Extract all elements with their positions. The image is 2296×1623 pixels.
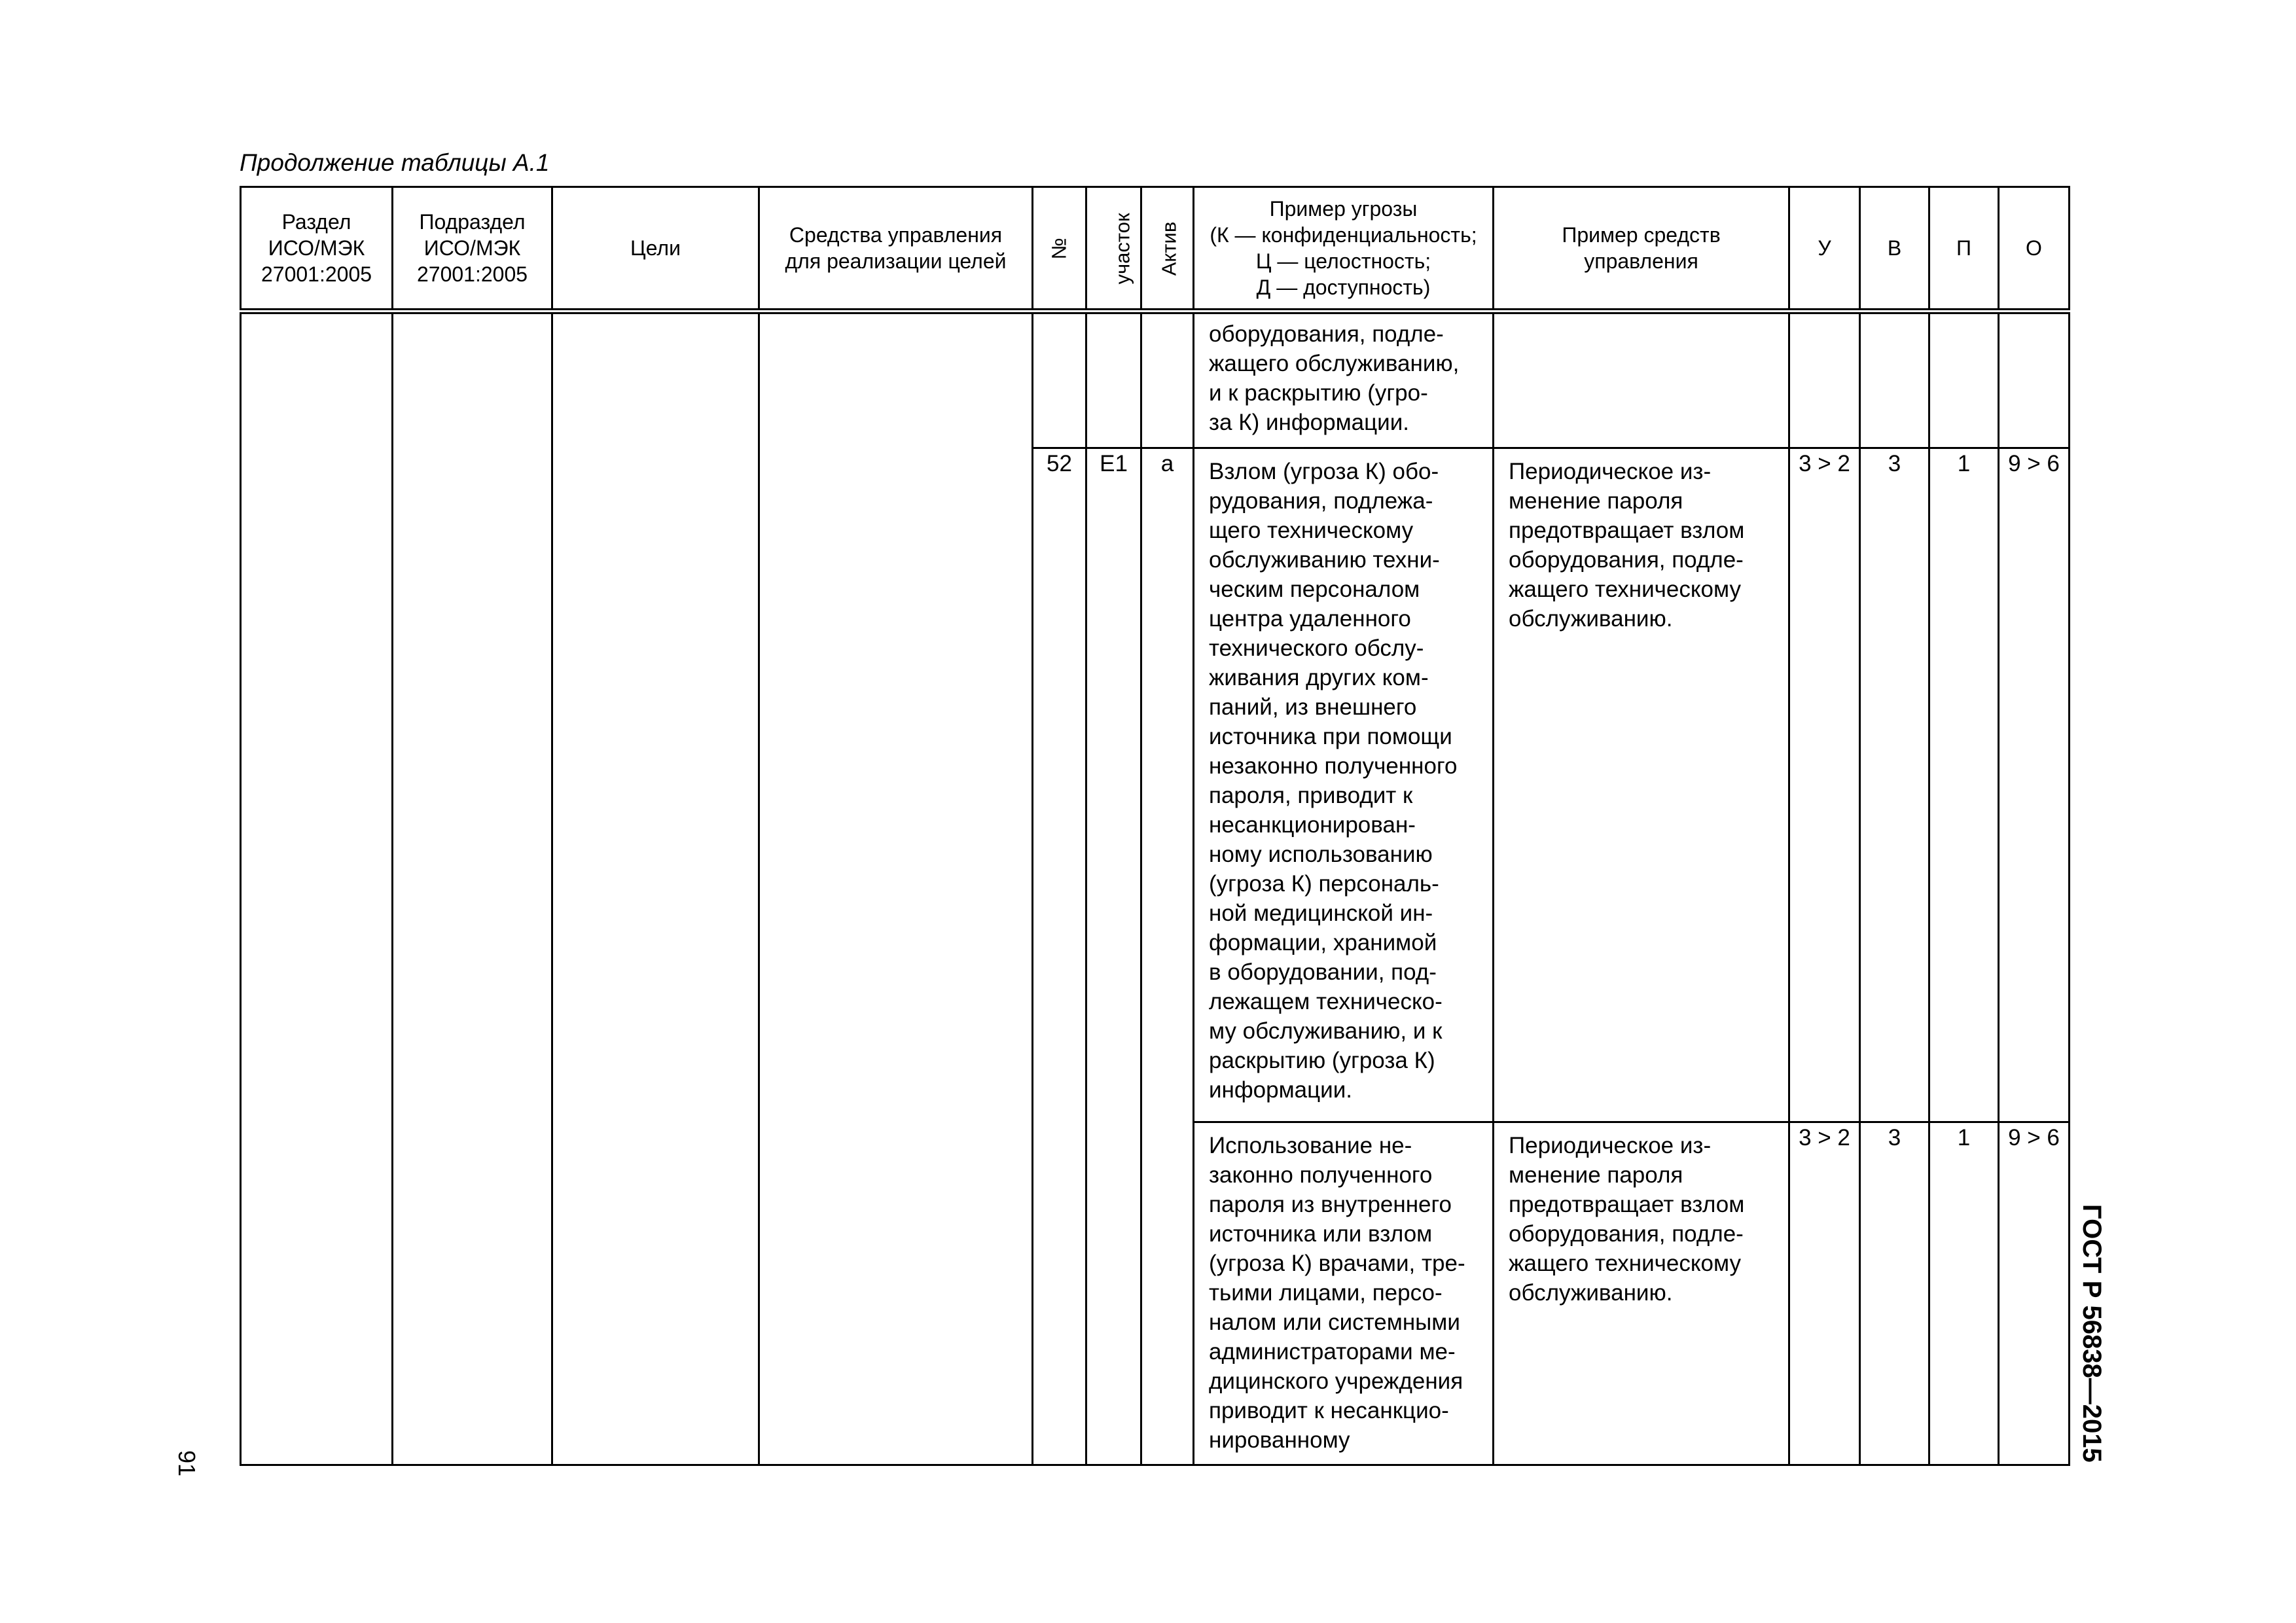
cell-v [1860, 312, 1929, 448]
cell-aktiv: а [1141, 448, 1194, 1465]
header-p: П [1929, 187, 1999, 312]
cell-uchastok: Е1 [1086, 448, 1141, 1465]
cell-uchastok [1086, 312, 1141, 448]
cell-num [1033, 312, 1086, 448]
cell-razdel [241, 312, 393, 1465]
controls-table [240, 186, 2070, 1466]
page-number: 91 [173, 1450, 200, 1477]
table-row [241, 312, 2070, 448]
cell-podrazdel [393, 312, 552, 1465]
cell-control: Периодическое из- менение пароля предотвращает взлом оборудования, подле- жащего техническому обслуживанию. [1494, 1122, 1789, 1465]
header-primer-sredstv: Пример средств управления [1494, 187, 1789, 312]
cell-o: 9 > 6 [1999, 1122, 2070, 1465]
cell-p: 1 [1929, 448, 1999, 1122]
header-o: О [1999, 187, 2070, 312]
header-razdel: Раздел ИСО/МЭК 27001:2005 [241, 187, 393, 312]
cell-o: 9 > 6 [1999, 448, 2070, 1122]
cell-o [1999, 312, 2070, 448]
cell-threat: Использование не- законно полученного пароля из внутреннего источника или взлом (угроза К) врачами, тре- тьими лицами, персо- налом или системными администраторами ме- дицинского учреждения приводит к несанкцио- нированному [1194, 1122, 1494, 1465]
header-aktiv: Актив [1141, 187, 1194, 312]
header-uchastok: участок [1086, 187, 1141, 312]
header-u: У [1789, 187, 1860, 312]
cell-u: 3 > 2 [1789, 448, 1860, 1122]
cell-sredstva [759, 312, 1033, 1465]
cell-threat: Взлом (угроза К) обо- рудования, подлежа- щего техническому обслуживанию техни- ческим персоналом центра удаленного технического обслу- живания других ком- паний, из внешнего источника при помощи незаконно полученного пароля, приводит к несанкционирован- ному использованию (угроза К) персональ- ной медицинской ин- формации, хранимой в оборудовании, под- лежащем техническо- му обслуживанию, и к раскрытию (угроза К) информации. [1194, 448, 1494, 1122]
header-celi: Цели [552, 187, 759, 312]
cell-u [1789, 312, 1860, 448]
cell-p [1929, 312, 1999, 448]
cell-control [1494, 312, 1789, 448]
header-sredstva: Средства управления для реализации целей [759, 187, 1033, 312]
cell-num: 52 [1033, 448, 1086, 1465]
header-ugroza: Пример угрозы (К — конфиденциальность; Ц — целостность; Д — доступность) [1194, 187, 1494, 312]
header-podrazdel: Подраздел ИСО/МЭК 27001:2005 [393, 187, 552, 312]
cell-v: 3 [1860, 1122, 1929, 1465]
cell-celi [552, 312, 759, 1465]
cell-control: Периодическое из- менение пароля предотвращает взлом оборудования, подле- жащего техническому обслуживанию. [1494, 448, 1789, 1122]
cell-p: 1 [1929, 1122, 1999, 1465]
cell-v: 3 [1860, 448, 1929, 1122]
cell-threat: оборудования, подле- жащего обслуживанию, и к раскрытию (угро- за К) информации. [1194, 312, 1494, 448]
cell-u: 3 > 2 [1789, 1122, 1860, 1465]
header-num: № [1033, 187, 1086, 312]
cell-aktiv [1141, 312, 1194, 448]
document-code: ГОСТ Р 56838—2015 [2077, 1204, 2106, 1463]
header-v: В [1860, 187, 1929, 312]
table-caption: Продолжение таблицы А.1 [240, 149, 550, 176]
